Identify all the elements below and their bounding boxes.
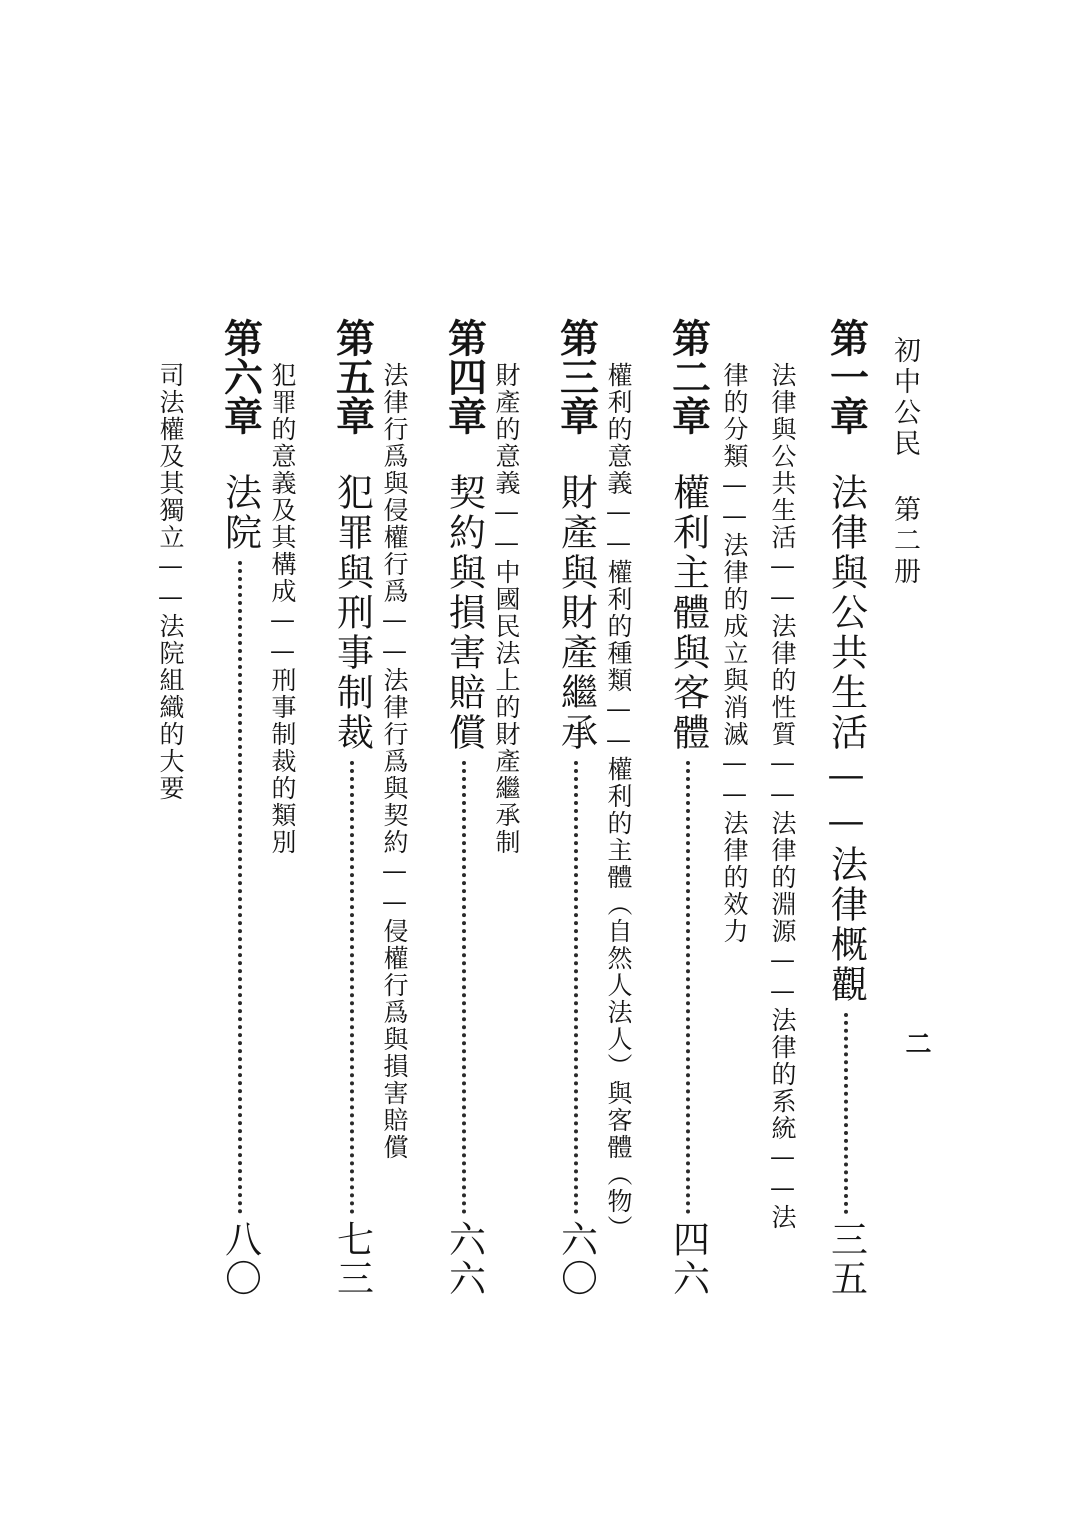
dot-leader [686,761,690,1214]
chapter-page-number: 八〇 [218,1220,262,1298]
toc-entry-chapter-3[interactable] [548,318,604,1298]
chapter-title: 權利主體與客體 [666,473,710,753]
section-line: 司法權及其獨立——法院組織的大要 [156,362,185,802]
chapter-page-number: 四六 [666,1220,710,1298]
toc-entry-chapter-4[interactable] [436,318,492,1298]
dot-leader [350,761,354,1214]
chapter-title: 契約與損害賠償 [442,473,486,753]
section-line: 法律與公共生活——法律的性質——法律的淵源——法律的系統——法 [768,362,797,1231]
chapter-page-number: 三五 [824,1220,868,1298]
dot-leader [238,561,242,1214]
toc-entry-chapter-1[interactable] [818,318,874,1298]
chapter-page-number: 六〇 [554,1220,598,1298]
dot-leader [574,761,578,1214]
section-line: 權利的意義——權利的種類——權利的主體（自然人法人）與客體（物） [604,362,633,1242]
chapter-label: 第六章 [217,318,263,435]
chapter-title: 犯罪與刑事制裁 [330,473,374,753]
chapter-label: 第一章 [823,318,869,435]
chapter-label: 第二章 [665,318,711,435]
section-line: 財產的意義——中國民法上的財產繼承制 [492,362,521,856]
dot-leader [462,761,466,1214]
chapter-page-number: 七三 [330,1220,374,1298]
chapter-title: 法律與公共生活——法律概觀 [824,473,868,1005]
chapter-label: 第三章 [553,318,599,435]
chapter-label: 第四章 [441,318,487,435]
chapter-label: 第五章 [329,318,375,435]
chapter-title: 法院 [218,473,262,553]
running-title: 初中公民 第二册 [889,336,920,588]
chapter-title: 財產與財產繼承 [554,473,598,753]
section-line: 律的分類——法律的成立與消滅——法律的效力 [720,362,749,945]
page-number: 二 [901,1030,931,1056]
toc-entry-chapter-6[interactable] [212,318,268,1298]
chapter-page-number: 六六 [442,1220,486,1298]
section-line: 法律行爲與侵權行爲——法律行爲與契約——侵權行爲與損害賠償 [380,362,409,1161]
toc-entry-chapter-2[interactable] [660,318,716,1298]
toc-entry-chapter-5[interactable] [324,318,380,1298]
section-line: 犯罪的意義及其構成——刑事制裁的類別 [268,362,297,856]
dot-leader [844,1013,848,1214]
